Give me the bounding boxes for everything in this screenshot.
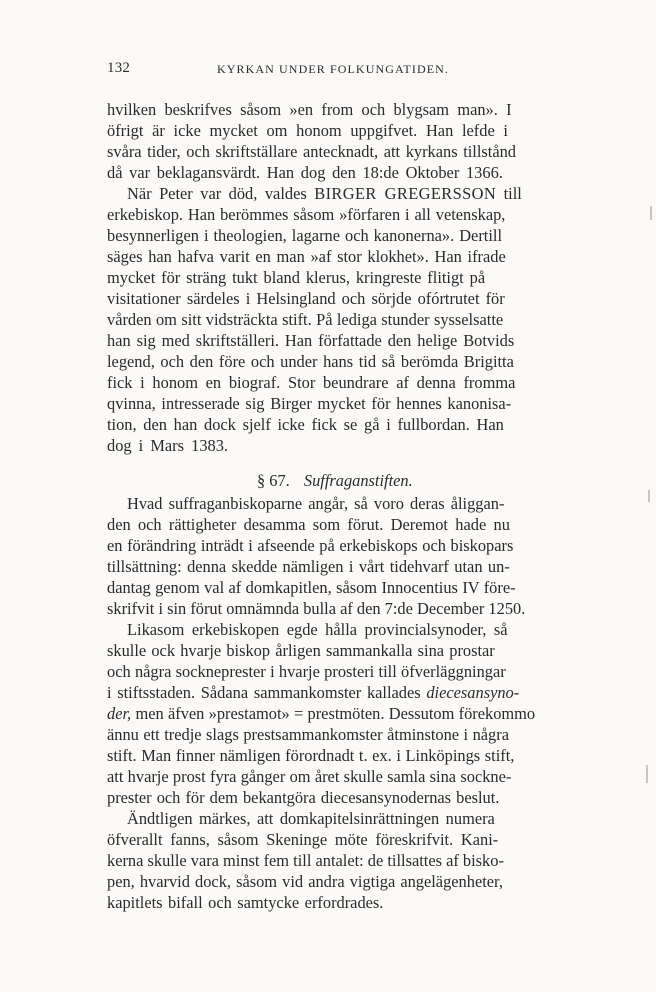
text-line: Likasom erkebiskopen egde hålla provincialsynoder, så — [127, 620, 508, 639]
text-fragment: i stiftsstaden. Sådana sammankomster kallades — [107, 683, 421, 702]
text-line: skulle ock hvarje biskop årligen sammankalla sina prostar — [107, 641, 495, 660]
text-line: fick i honom en biograf. Stor beundrare af denna fromma — [107, 373, 516, 392]
text-line: vården om sitt vidsträckta stift. På lediga stunder sysselsatte — [107, 310, 504, 329]
text-line: svåra tider, och skriftställare antecknadt, att kyrkans tillstånd — [107, 142, 517, 161]
running-head — [107, 60, 573, 82]
text-line: Hvad suffraganbiskoparne angår, så voro deras åliggan- — [127, 494, 505, 513]
text-line: ännu ett tredje slags prestsammankomster åtminstone i några — [107, 725, 509, 744]
text-line: legend, och den före och under hans tid så berömda Brigitta — [107, 352, 514, 371]
text-fragment: till — [503, 184, 522, 203]
text-line: skrifvit i sin förut omnämnda bulla af den 7:de December 1250. — [107, 599, 526, 618]
text-line: en förändring inträdt i afseende på erkebiskops och biskopars — [107, 536, 514, 555]
text-fragment: När Peter var död, valdes — [127, 184, 307, 203]
text-line: kerna skulle vara minst fem till antalet: de tillsattes af bisko- — [107, 851, 504, 870]
text-line: dantag genom val af domkapitlen, såsom Innocentius IV före- — [107, 578, 516, 597]
text-line: dog i Mars 1383. — [107, 436, 228, 455]
text-line: stift. Man finner nämligen förordnadt t. ex. i Linköpings stift, — [107, 746, 515, 765]
section-heading — [257, 471, 413, 491]
text-line: besynnerligen i theologien, lagarne och kanonerna». Dertill — [107, 226, 502, 245]
text-line: öfverallt fanns, såsom Skeninge möte föreskrifvit. Kani- — [107, 830, 499, 849]
text-line: tion, den han dock sjelf icke fick se gå i fullbordan. Han — [107, 415, 504, 434]
person-name: BIRGER GREGERSSON — [314, 184, 497, 203]
italic-term: diecesansyno- — [426, 683, 520, 702]
section-title: Suffraganstiften. — [303, 471, 413, 490]
text-line — [107, 683, 519, 703]
text-fragment: men äfven »prestamot» = prestmöten. Dessutom förekommo — [135, 704, 536, 723]
text-line — [127, 184, 522, 204]
text-line: den och rättigheter desamma som förut. Deremot hade nu — [107, 515, 510, 534]
scan-mark — [648, 490, 650, 502]
text-line: att hvarje prost fyra gånger om året skulle samla sina sockne- — [107, 767, 512, 786]
scan-mark — [646, 765, 648, 783]
text-line: han sig med skriftställeri. Han författade den helige Botvids — [107, 331, 515, 350]
text-line: kapitlets bifall och samtycke erfordrades. — [107, 893, 384, 912]
text-line: och några sockneprester i hvarje prosteri till öfverläggningar — [107, 662, 506, 681]
scan-mark — [650, 206, 652, 220]
text-line: mycket för sträng tukt bland klerus, kringreste flitigt på — [107, 268, 486, 287]
text-line: prester och för dem bekantgöra diecesansynodernas beslut. — [107, 788, 500, 807]
text-line: Ändtligen märkes, att domkapitelsinrättningen numera — [127, 809, 495, 828]
text-line: tillsättning: denna skedde nämligen i vårt tidehvarf utan un- — [107, 557, 510, 576]
section-number: § 67. — [257, 471, 290, 490]
text-line: qvinna, intresserade sig Birger mycket för hennes kanonisa- — [107, 394, 512, 413]
text-line: öfrigt är icke mycket om honom uppgifvet. Han lefde i — [107, 121, 508, 140]
text-line: då var beklagansvärdt. Han dog den 18:de Oktober 1366. — [107, 163, 503, 182]
text-line: erkebiskop. Han berömmes såsom »förfaren i all vetenskap, — [107, 205, 506, 224]
text-line — [107, 704, 535, 724]
running-title: KYRKAN UNDER FOLKUNGATIDEN. — [217, 62, 450, 76]
text-line: säges han hafva varit en man »af stor klokhet». Han ifrade — [107, 247, 506, 266]
italic-term: der, — [107, 704, 132, 723]
text-line: pen, hvarvid dock, såsom vid andra vigtiga angelägenheter, — [107, 872, 503, 891]
text-line: hvilken beskrifves såsom »en from och blygsam man». I — [107, 100, 512, 119]
page-number: 132 — [107, 60, 131, 76]
text-line: visitationer särdeles i Helsingland och sörjde ofórtrutet för — [107, 289, 505, 308]
